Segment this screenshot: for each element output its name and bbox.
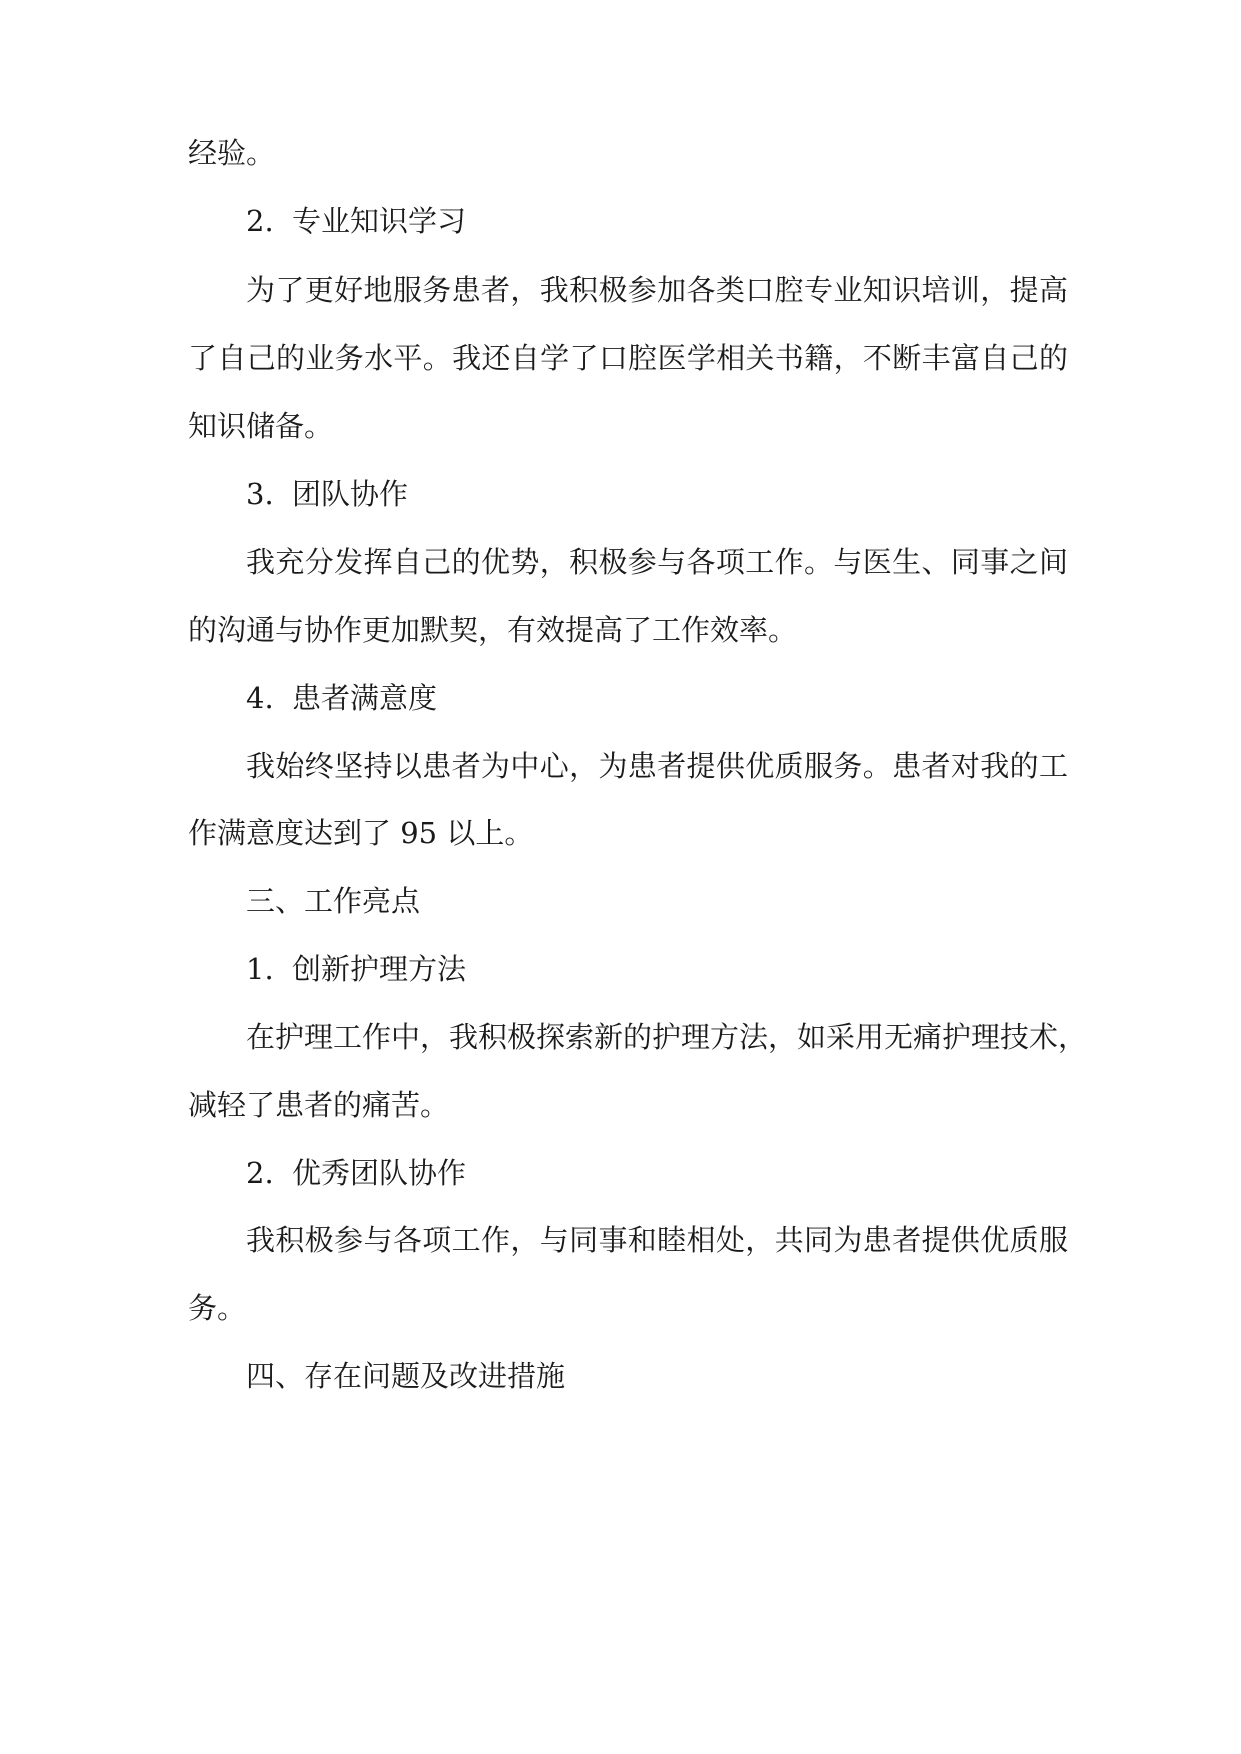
list-heading (246, 678, 1068, 718)
list-heading (246, 1153, 1068, 1193)
list-number: 3. (246, 477, 274, 511)
list-heading-text: 专业知识学习 (292, 204, 467, 238)
paragraph-line: 作满意度达到了 95 以上。 (188, 816, 534, 850)
list-heading-text: 患者满意度 (292, 681, 438, 715)
section-heading: 三、工作亮点 (246, 884, 421, 918)
list-number: 2. (246, 204, 274, 238)
paragraph-line: 务。 (188, 1291, 247, 1325)
list-number: 1. (246, 952, 274, 986)
list-heading (246, 201, 1068, 241)
list-heading (246, 949, 1068, 989)
paragraph-line: 为了更好地服务患者，我积极参加各类口腔专业知识培训，提高 (246, 273, 1068, 307)
section-heading: 四、存在问题及改进措施 (246, 1359, 566, 1393)
paragraph-line: 我积极参与各项工作，与同事和睦相处，共同为患者提供优质服 (246, 1223, 1068, 1257)
list-number: 4. (246, 681, 274, 715)
paragraph-line: 经验。 (188, 136, 276, 170)
list-heading-text: 创新护理方法 (292, 952, 467, 986)
paragraph-line: 了自己的业务水平。我还自学了口腔医学相关书籍，不断丰富自己的 (188, 341, 1068, 375)
list-heading (246, 474, 1068, 514)
list-heading-text: 团队协作 (292, 477, 409, 511)
list-number: 2. (246, 1156, 274, 1190)
paragraph-line: 减轻了患者的痛苦。 (188, 1088, 450, 1122)
paragraph-line: 在护理工作中，我积极探索新的护理方法，如采用无痛护理技术， (246, 1020, 1088, 1054)
list-heading-text: 优秀团队协作 (292, 1156, 467, 1190)
paragraph-line: 的沟通与协作更加默契，有效提高了工作效率。 (188, 613, 798, 647)
paragraph-line: 我始终坚持以患者为中心，为患者提供优质服务。患者对我的工 (246, 749, 1068, 783)
paragraph-line: 知识储备。 (188, 409, 334, 443)
paragraph-line: 我充分发挥自己的优势，积极参与各项工作。与医生、同事之间 (246, 545, 1068, 579)
